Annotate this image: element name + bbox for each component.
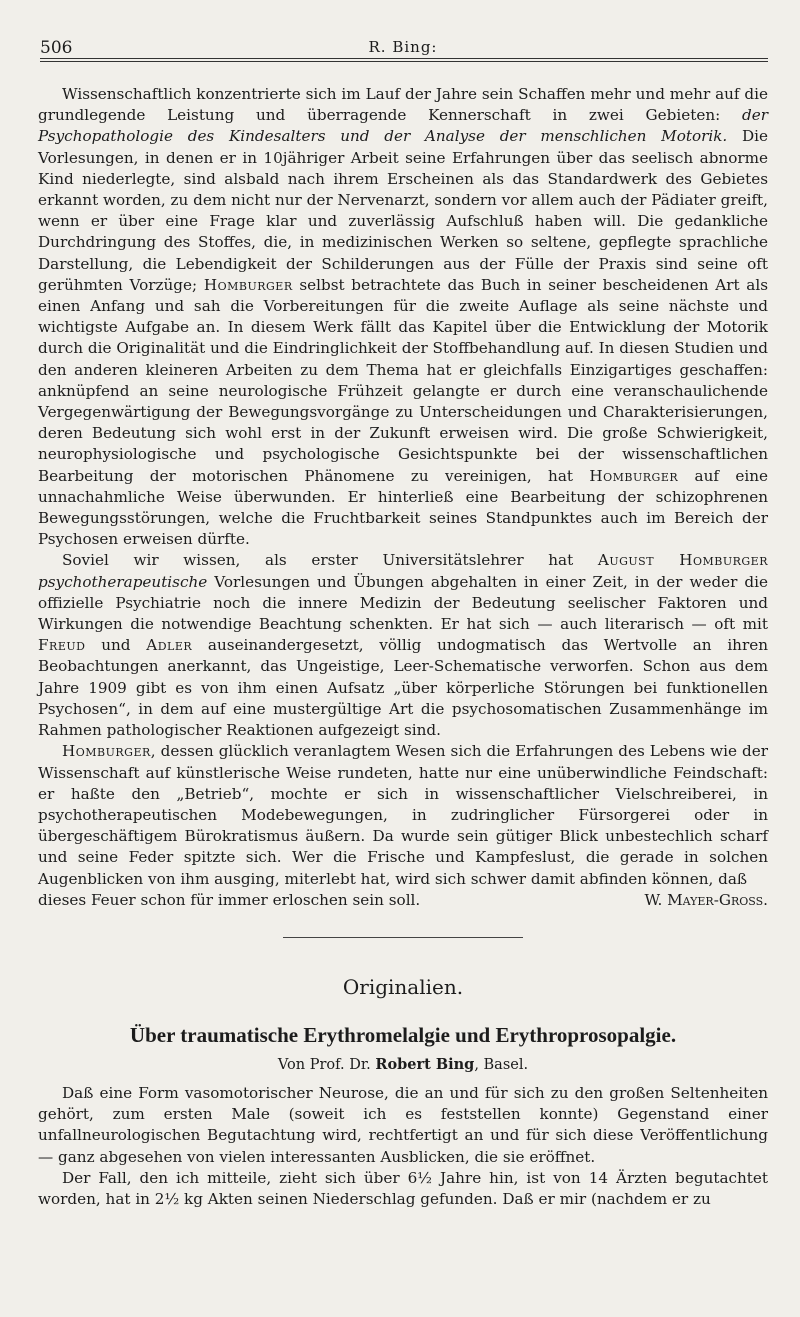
name-small-caps: Homburger <box>62 742 151 761</box>
name-small-caps: Homburger <box>589 466 679 485</box>
text-run: Der Fall, den ich mitteile, zieht sich über 6½ Jahre hin, ist von 14 Ärzten begutachtet worden, hat in 2½ kg Akten seinen Niederschlag gefunden. Daß er mir (nachdem er zu <box>38 1168 768 1208</box>
paragraph <box>38 550 768 741</box>
name-small-caps: Homburger <box>203 275 293 294</box>
name-small-caps: Adler <box>146 636 193 655</box>
text-run: auf eine unnachahmliche Weise überwunden. Er hinterließ eine Bearbeitung der schizophrenen Bewegungsstörungen, welche die Fruchtbarkeit seines Standpunktes auch im Bereich der Psychosen erweisen dürfte. <box>38 466 768 549</box>
text-run: , dessen glücklich veranlagtem Wesen sich die Erfahrungen des Lebens wie der Wissenschaft auf künstlerische Weise rundeten, hatte nur eine unüberwindliche Feindschaft: er haßte den „Betrieb“, mochte er sich in wissenschaftlicher Vielschreiberei, in psychotherapeutischen Modebewegungen, in zudringlicher Fürsorgerei oder in übergeschäftigem Bürokratismus äußern. Da wurde sein gütiger Blick unbestechlich scharf und seine Feder spitzte sich. Wer die Frische und Kampfeslust, die gerade in solchen Augenblicken von ihm ausging, miterlebt hat, wird sich schwer damit abfinden können, daß <box>38 742 768 888</box>
byline <box>38 1056 768 1073</box>
italic-run: der Psychopathologie des Kindesalters und der Analyse der menschlichen Motorik. <box>38 106 768 146</box>
paragraph <box>38 741 768 889</box>
text-run: Soviel wir wissen, als erster Universitätslehrer hat <box>62 551 598 570</box>
author-name: Robert Bing <box>375 1055 475 1073</box>
italic-run: psychotherapeutische <box>38 572 208 591</box>
article-text <box>38 1083 768 1210</box>
header-rule <box>40 58 768 62</box>
byline-prefix: Von Prof. Dr. <box>277 1056 371 1073</box>
page <box>38 30 768 1210</box>
author-signature: W. Mayer-Gross. <box>644 890 768 909</box>
section-divider <box>283 937 523 938</box>
text-run: Die Vorlesungen, in denen er in 10jähriger Arbeit seine Erfahrungen über das seelisch abnorme Kind niederlegte, sind alsbald nach ihrem Erscheinen als das Standardwerk des Gebietes erkannt worden, zu dem nicht nur der Nervenarzt, sondern vor allem auch der Pädiater greift, wenn er über eine Frage klar und zuverlässig Aufschluß haben will. Die gedankliche Durchdringung des Stoffes, die, in medizinischen Werken so seltene, gepflegte sprachliche Darstellung, die Lebendigkeit der Schilderungen aus der Fülle der Praxis sind seine oft gerühmten Vorzüge; <box>38 127 768 294</box>
name-small-caps: August Homburger <box>597 551 768 570</box>
article-title: Über traumatische Erythromelalgie und Erythroprosopalgie. <box>129 1022 677 1047</box>
page-number: 506 <box>40 38 73 58</box>
obituary-text <box>38 84 768 911</box>
name-small-caps: Freud <box>38 636 86 655</box>
text-run: auseinandergesetzt, völlig undogmatisch das Wertvolle an ihren Beobachtungen anerkannt, das Ungeistige, Leer-Schematische verworfen. Schon aus dem Jahre 1909 gibt es von ihm einen Aufsatz „über körperliche Störungen bei funktionellen Psychosen“, in dem auf eine mustergültige Art die psychosomatischen Zusammenhänge im Rahmen pathologischer Reaktionen aufgezeigt sind. <box>38 636 768 740</box>
page-header <box>38 30 768 58</box>
running-head: R. Bing: <box>368 38 438 56</box>
byline-suffix: , Basel. <box>474 1056 529 1073</box>
text-run: Vorlesungen und Übungen abgehalten in einer Zeit, in der weder die offizielle Psychiatrie noch die innere Medizin der Bedeutung seelischer Faktoren und Wirkungen die notwendige Beachtung schenkten. Er hat sich — auch literarisch — oft mit <box>38 572 768 634</box>
closing-text: dieses Feuer schon für immer erloschen sein soll. <box>38 890 421 909</box>
signature-line <box>38 890 768 911</box>
text-run: Daß eine Form vasomotorischer Neurose, die an und für sich zu den großen Seltenheiten gehört, zum ersten Male (soweit ich es feststellen konnte) Gegenstand einer unfallneurologischen Begutachtung wird, rechtfertigt an und für sich diese Veröffentlichung — ganz abgesehen von vielen interessanten Ausblicken, die sie eröffnet. <box>38 1083 768 1166</box>
text-run: selbst betrachtete das Buch in seiner bescheidenen Art als einen Anfang und sah die Vorbereitungen für die zweite Auflage als seine nächste und wichtigste Aufgabe an. In diesem Werk fällt das Kapitel über die Entwicklung der Motorik durch die Originalität und die Eindringlichkeit der Stoffbehandlung auf. In diesen Studien und den anderen kleineren Arbeiten zu dem Thema hat er gleichfalls Einzigartiges geschaffen: anknüpfend an seine neurologische Frühzeit gelangte er durch eine veranschaulichende Vergegenwärtigung der Bewegungsvorgänge zu Unterscheidungen und Charakterisierungen, deren Bedeutung sich wohl erst in der Zukunft erweisen wird. Die große Schwierigkeit, neurophysiologische und psychologische Gesichtspunkte bei der wissenschaftlichen Bearbeitung der motorischen Phänomene zu vereinigen, hat <box>38 275 768 485</box>
text-run: und <box>85 636 147 655</box>
paragraph <box>38 1083 768 1168</box>
paragraph <box>38 84 768 550</box>
paragraph <box>38 1168 768 1210</box>
text-run: Wissenschaftlich konzentrierte sich im Lauf der Jahre sein Schaffen mehr und mehr auf die grundlegende Leistung und überragende Kennerschaft in zwei Gebieten: <box>38 85 768 125</box>
section-title: Originalien. <box>342 974 464 999</box>
